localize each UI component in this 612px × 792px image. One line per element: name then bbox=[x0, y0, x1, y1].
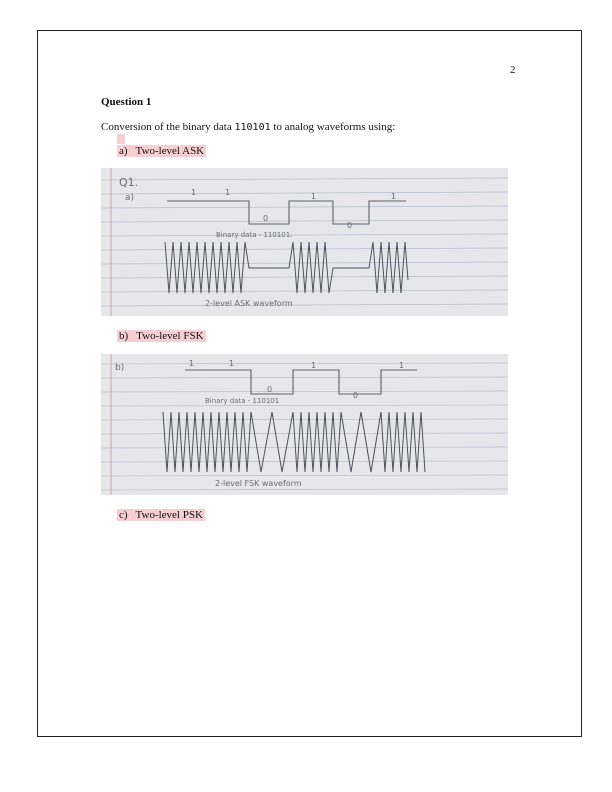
fsk-sketch-photo bbox=[101, 354, 508, 495]
bit-label: 1 bbox=[229, 359, 235, 368]
intro-prefix: Conversion of the binary data bbox=[101, 121, 235, 133]
bit-label: 0 bbox=[263, 214, 269, 223]
highlight-mark bbox=[117, 134, 125, 144]
ask-sketch-photo bbox=[101, 168, 508, 316]
intro-suffix: to analog waveforms using: bbox=[270, 121, 396, 133]
item-text: Two-level PSK bbox=[135, 509, 203, 521]
item-label: a) bbox=[119, 145, 128, 157]
sketch-part-label: a) bbox=[125, 193, 135, 203]
binary-note: Binary data - 110101 bbox=[205, 397, 280, 405]
bit-label: 0 bbox=[347, 221, 353, 230]
bit-label: 1 bbox=[399, 361, 405, 370]
bit-label: 0 bbox=[267, 385, 273, 394]
item-psk bbox=[117, 509, 205, 521]
paper-background bbox=[101, 168, 508, 316]
bit-label: 1 bbox=[311, 192, 317, 201]
item-label: b) bbox=[119, 330, 129, 342]
binary-note: Binary data - 110101. bbox=[216, 231, 293, 239]
bit-label: 0 bbox=[353, 391, 359, 400]
intro-binary: 110101 bbox=[234, 122, 271, 133]
item-label: c) bbox=[119, 509, 128, 521]
bit-label: 1 bbox=[191, 188, 197, 197]
item-ask bbox=[117, 145, 206, 157]
bit-label: 1 bbox=[189, 359, 195, 368]
bit-label: 1 bbox=[391, 192, 397, 201]
waveform-caption: 2-level FSK waveform bbox=[215, 479, 302, 488]
page-number: 2 bbox=[510, 64, 516, 76]
sketch-part-label: b) bbox=[115, 363, 125, 373]
item-fsk bbox=[117, 330, 206, 342]
bit-label: 1 bbox=[311, 361, 317, 370]
sketch-tag: Q1. bbox=[119, 176, 139, 189]
paper-background bbox=[101, 354, 508, 495]
item-text: Two-level ASK bbox=[135, 145, 205, 157]
item-text: Two-level FSK bbox=[136, 330, 204, 342]
intro-text bbox=[101, 121, 395, 133]
waveform-caption: 2-level ASK waveform bbox=[205, 299, 293, 308]
question-heading: Question 1 bbox=[101, 96, 152, 108]
bit-label: 1 bbox=[225, 188, 231, 197]
